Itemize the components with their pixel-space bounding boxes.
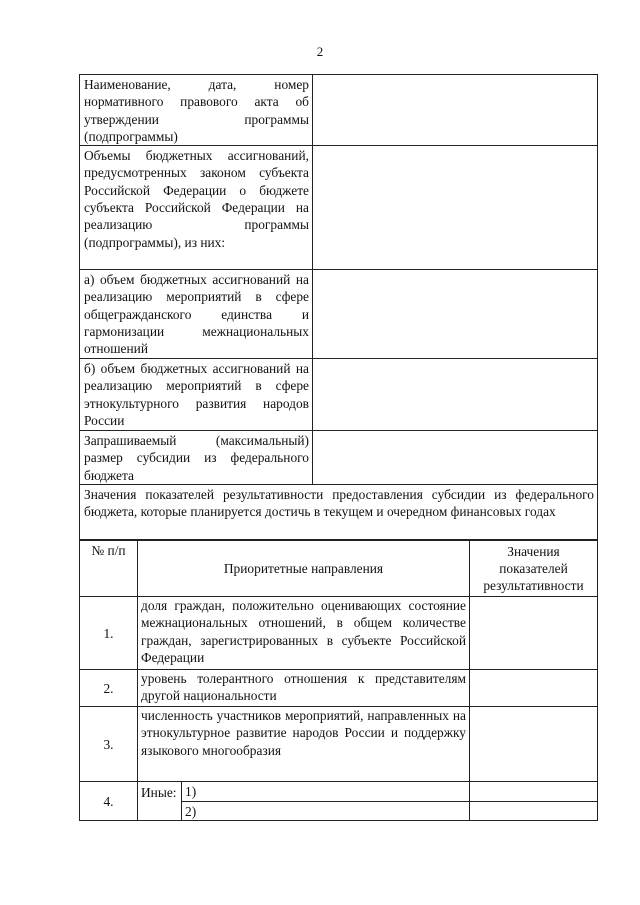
program-info-table [79,74,598,485]
row-direction: доля граждан, положительно оценивающих состояние межнациональных отношений, в общем количестве граждан, зарегистрированных в субъекте Российской Федерации [138,597,470,670]
table-row [80,270,598,359]
table-row [80,670,598,707]
row-number: 1. [80,597,138,670]
row-label: б) объем бюджетных ассигнований на реализацию мероприятий в сфере этнокультурного развития народов России [80,359,313,431]
row-label: Объемы бюджетных ассигнований, предусмотренных законом субъекта Российской Федерации о бюджете субъекта Российской Федерации на реализацию программы (подпрограммы), из них: [80,146,313,270]
indicators-heading: Значения показателей результативности предоставления субсидии из федерального бюджета, которые планируется достичь в текущем и очередном финансовых годах [79,485,598,540]
row-value [313,146,598,270]
indicators-table [79,540,598,821]
header-values: Значения показателей результативности [470,541,598,597]
row-label: а) объем бюджетных ассигнований на реализацию мероприятий в сфере общегражданского единства и гармонизации межнациональных отношений [80,270,313,359]
row-direction: численность участников мероприятий, направленных на этнокультурное развитие народов России и поддержку языкового многообразия [138,707,470,782]
table-row [80,597,598,670]
row-value [313,75,598,146]
row-number: 2. [80,670,138,707]
table-row-other [80,782,598,821]
other-cell [138,782,470,821]
other-value [470,801,597,820]
other-label: Иные: [141,785,177,801]
table-row [80,75,598,146]
header-num: № п/п [80,541,138,597]
row-value [470,670,598,707]
table-row [80,431,598,485]
header-direction: Приоритетные направления [138,541,470,597]
table-row [80,359,598,431]
row-value [313,431,598,485]
row-label: Наименование, дата, номер нормативного правового акта об утверждении программы (подпрограммы) [80,75,313,146]
other-item: 1) [185,784,197,800]
page-number: 2 [316,44,324,59]
other-wrap [138,782,469,820]
row-value [470,597,598,670]
table-row [80,146,598,270]
row-value [313,359,598,431]
row-value [313,270,598,359]
row-direction: уровень толерантного отношения к представителям другой национальности [138,670,470,707]
other-item: 2) [182,801,469,820]
other-list [181,782,469,820]
row-label: Запрашиваемый (максимальный) размер субсидии из федерального бюджета [80,431,313,485]
document-body [79,74,598,821]
table-row [80,707,598,782]
row-number: 4. [80,782,138,821]
row-value [470,707,598,782]
other-value [470,782,597,801]
other-values [470,782,598,821]
table-header-row [80,541,598,597]
row-number: 3. [80,707,138,782]
